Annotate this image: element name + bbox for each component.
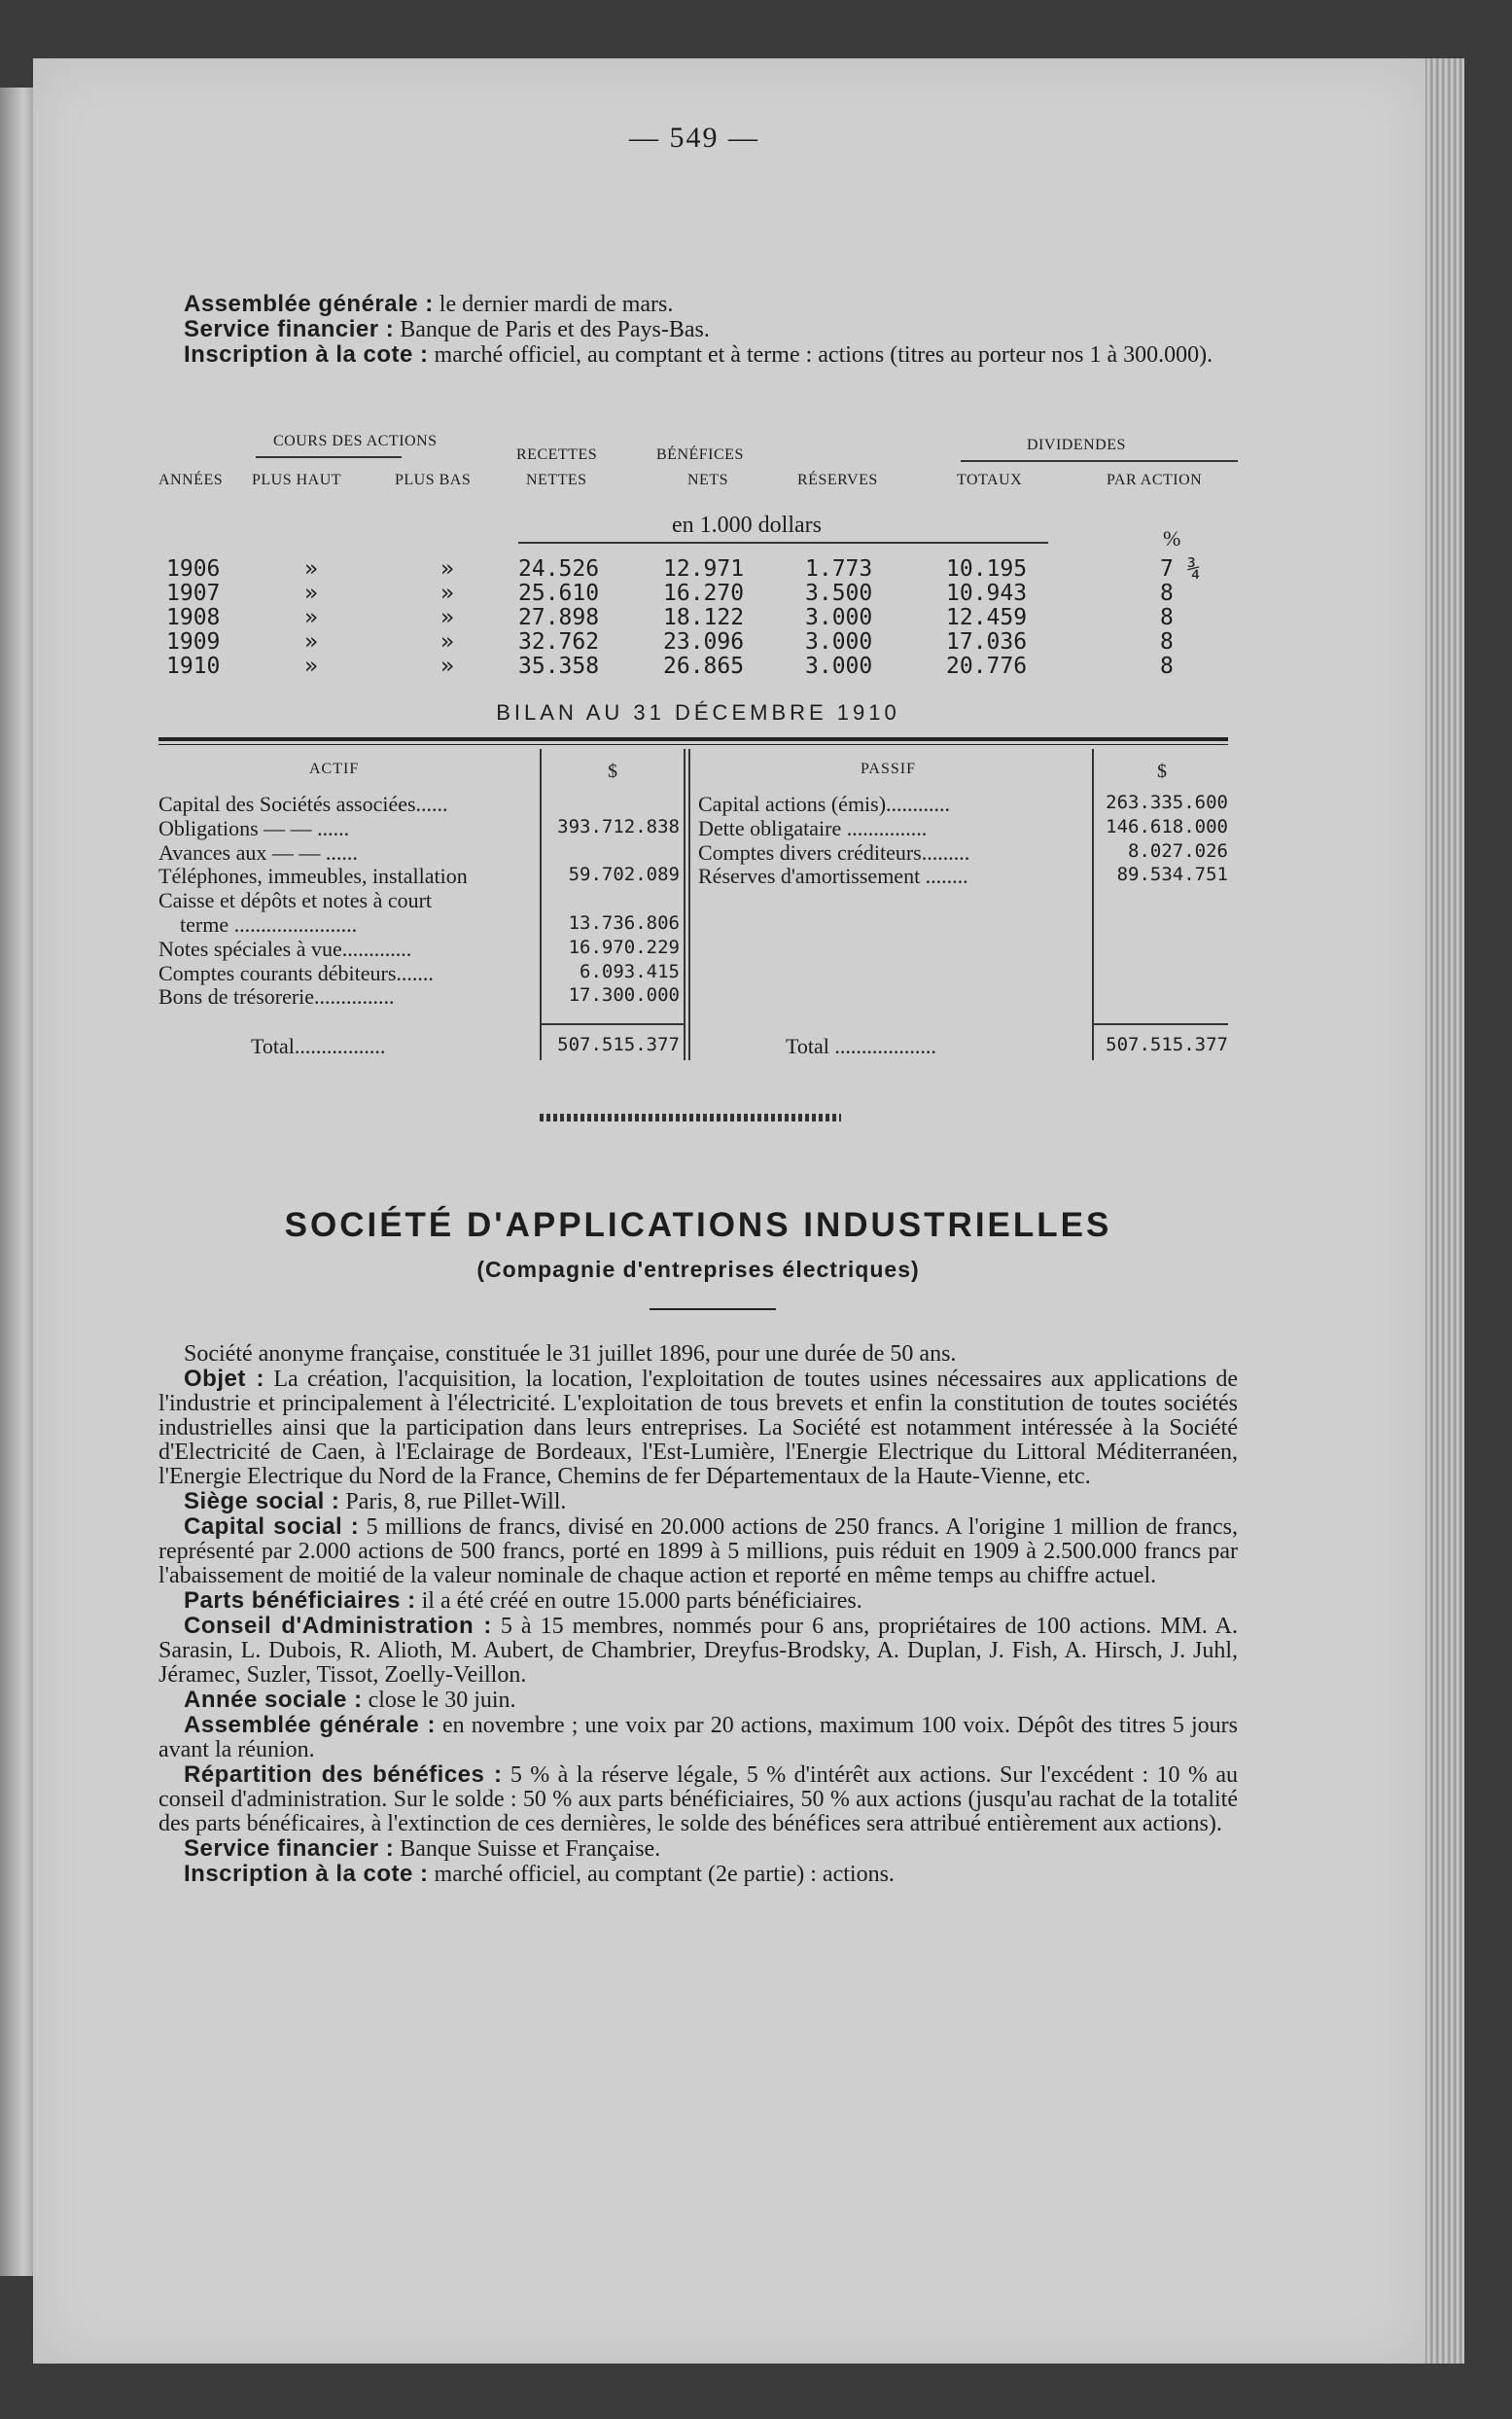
history-row bbox=[158, 654, 1238, 678]
passif-row bbox=[698, 864, 1228, 887]
plus-bas-cell: » bbox=[440, 654, 454, 679]
passif-label: Capital actions (émis)............ bbox=[698, 792, 951, 816]
actif-value: 393.712.838 bbox=[557, 815, 680, 837]
passif-value: 89.534.751 bbox=[1116, 864, 1228, 886]
actif-row bbox=[158, 937, 684, 960]
passif-row bbox=[698, 840, 1228, 864]
siege-paragraph: Siège social : Paris, 8, rue Pillet-Will. bbox=[184, 1488, 567, 1514]
passif-label: Comptes divers créditeurs......... bbox=[698, 839, 970, 865]
plus-haut-header: PLUS HAUT bbox=[252, 472, 342, 488]
total-passif-row: Total ................... 507.515.377 bbox=[786, 1034, 1228, 1058]
actif-row bbox=[158, 984, 684, 1008]
company-description bbox=[158, 1342, 1238, 1887]
inscription-paragraph: Inscription à la cote : marché officiel, au comptant (2e partie) : actions. bbox=[184, 1861, 895, 1887]
column-divider bbox=[688, 749, 690, 1060]
year-cell: 1906 bbox=[166, 556, 221, 582]
par-action-header: PAR ACTION bbox=[1107, 472, 1203, 488]
passif-label: Réserves d'amortissement ........ bbox=[698, 864, 968, 889]
actif-value: 59.702.089 bbox=[568, 864, 680, 886]
passif-currency: $ bbox=[1157, 761, 1168, 782]
passif-row bbox=[698, 792, 1228, 815]
totaux-cell: 20.776 bbox=[946, 654, 1028, 679]
par-action-cell: 8 bbox=[1160, 581, 1174, 606]
passif-value: 146.618.000 bbox=[1106, 815, 1228, 837]
benefices-cell: 16.270 bbox=[663, 581, 745, 606]
brace-line bbox=[518, 542, 1048, 544]
page-number: — 549 — bbox=[629, 122, 759, 154]
actif-label: Avances aux — — ...... bbox=[158, 839, 358, 865]
percent-sign: % bbox=[1163, 526, 1181, 551]
benefices-cell: 18.122 bbox=[663, 605, 745, 630]
actif-row bbox=[158, 888, 684, 911]
actif-row bbox=[158, 816, 684, 839]
passif-row bbox=[698, 816, 1228, 839]
company-subtitle: (Compagnie d'entreprises électriques) bbox=[476, 1257, 920, 1282]
cours-header: COURS DES ACTIONS bbox=[273, 433, 438, 449]
total-rule bbox=[1092, 1023, 1228, 1025]
brace-line bbox=[256, 456, 402, 458]
par-action-cell: 7 ¾ bbox=[1160, 556, 1201, 582]
par-action-cell: 8 bbox=[1160, 654, 1174, 679]
nets-header: NETS bbox=[687, 472, 728, 488]
plus-bas-cell: » bbox=[440, 605, 454, 630]
plus-haut-cell: » bbox=[304, 629, 318, 655]
actif-header: ACTIF bbox=[309, 761, 360, 777]
assemblee-paragraph: Assemblée générale : en novembre ; une voix par 20 actions, maximum 100 voix. Dépôt des titres 5 jours avant la réunion. bbox=[158, 1712, 1238, 1762]
actif-value: 17.300.000 bbox=[568, 984, 680, 1007]
service-paragraph: Service financier : Banque Suisse et Française. bbox=[184, 1835, 661, 1862]
intro-paragraph: Société anonyme française, constituée le 31 juillet 1896, pour une durée de 50 ans. bbox=[184, 1341, 957, 1367]
annees-header: ANNÉES bbox=[158, 472, 224, 488]
plus-haut-cell: » bbox=[304, 581, 318, 606]
adjacent-page-edge bbox=[0, 88, 33, 2276]
bilan-title: BILAN AU 31 DÉCEMBRE 1910 bbox=[496, 700, 900, 725]
recettes-header: RECETTES bbox=[516, 446, 598, 463]
nettes-header: NETTES bbox=[526, 472, 587, 488]
passif-label: Dette obligataire ............... bbox=[698, 815, 928, 840]
recettes-cell: 24.526 bbox=[518, 556, 600, 582]
reserves-cell: 1.773 bbox=[805, 556, 873, 582]
totaux-cell: 17.036 bbox=[946, 629, 1028, 655]
bilan-top-rule-thin bbox=[158, 744, 1228, 745]
total-actif-row: Total................. 507.515.377 bbox=[251, 1034, 680, 1058]
passif-value: 8.027.026 bbox=[1128, 839, 1228, 862]
actif-row bbox=[158, 792, 684, 815]
section-separator bbox=[540, 1114, 841, 1121]
actif-label: Comptes courants débiteurs....... bbox=[158, 960, 434, 985]
company-title: SOCIÉTÉ D'APPLICATIONS INDUSTRIELLES bbox=[284, 1206, 1112, 1244]
history-row bbox=[158, 581, 1238, 605]
actif-label: Caisse et dépôts et notes à court bbox=[158, 888, 433, 913]
total-rule bbox=[540, 1023, 684, 1025]
history-row bbox=[158, 629, 1238, 654]
actif-label: Obligations — — ...... bbox=[158, 815, 350, 840]
assemblee-line: Assemblée générale : le dernier mardi de mars. bbox=[184, 291, 674, 317]
actif-value: 6.093.415 bbox=[580, 960, 680, 982]
reserves-cell: 3.000 bbox=[805, 629, 873, 655]
reserves-header: RÉSERVES bbox=[797, 472, 878, 488]
plus-haut-cell: » bbox=[304, 605, 318, 630]
year-cell: 1907 bbox=[166, 581, 221, 606]
actif-label: Notes spéciales à vue............. bbox=[158, 936, 412, 961]
parts-paragraph: Parts bénéficiaires : il a été créé en outre 15.000 parts bénéficiaires. bbox=[184, 1587, 862, 1614]
reserves-cell: 3.000 bbox=[805, 605, 873, 630]
dividendes-header: DIVIDENDES bbox=[1027, 437, 1126, 453]
benefices-cell: 12.971 bbox=[663, 556, 745, 582]
actif-row bbox=[158, 961, 684, 984]
reserves-cell: 3.000 bbox=[805, 654, 873, 679]
conseil-paragraph: Conseil d'Administration : 5 à 15 membres, nommés pour 6 ans, propriétaires de 100 actions. MM. A. Sarasin, L. Dubois, R. Alioth, M. Aubert, de Chambrier, Dreyfus-Brodsky, A. Duplan, J. Fish, A. Hirsch, J. Juhl, Jéramec, Suzler, Tissot, Zoelly-Veillon. bbox=[158, 1613, 1238, 1688]
actif-row bbox=[158, 912, 684, 936]
plus-bas-cell: » bbox=[440, 581, 454, 606]
totaux-cell: 10.943 bbox=[946, 581, 1028, 606]
plus-haut-cell: » bbox=[304, 556, 318, 582]
benefices-cell: 26.865 bbox=[663, 654, 745, 679]
recettes-cell: 35.358 bbox=[518, 654, 600, 679]
plus-bas-cell: » bbox=[440, 629, 454, 655]
recettes-cell: 27.898 bbox=[518, 605, 600, 630]
year-cell: 1909 bbox=[166, 629, 221, 655]
par-action-cell: 8 bbox=[1160, 629, 1174, 655]
column-divider bbox=[684, 749, 686, 1060]
balance-sheet bbox=[158, 749, 1228, 1060]
actif-value: 16.970.229 bbox=[568, 936, 680, 958]
totaux-header: TOTAUX bbox=[957, 472, 1023, 488]
previous-company-footer bbox=[158, 292, 1238, 368]
reserves-cell: 3.500 bbox=[805, 581, 873, 606]
recettes-cell: 32.762 bbox=[518, 629, 600, 655]
actif-row bbox=[158, 840, 684, 864]
repartition-paragraph: Répartition des bénéfices : 5 % à la réserve légale, 5 % d'intérêt aux actions. Sur l'excédent : 10 % au conseil d'administration. Sur le solde : 50 % aux parts bénéficiaires, 50 % aux actions (jusqu'au rachat de la totalité des parts bénéficaires, à l'extinction de ces dernières, le solde des bénéfices sera attribué entièrement aux actions). bbox=[158, 1761, 1238, 1836]
recettes-cell: 25.610 bbox=[518, 581, 600, 606]
capital-paragraph: Capital social : 5 millions de francs, divisé en 20.000 actions de 250 francs. A l'origine 1 million de francs, représenté par 2.000 actions de 500 francs, porté en 1899 à 5 millions, puis réduit en 1909 à 2.500.000 francs par l'abaissement de moitié de la valeur nominale de chaque action et reporté en même temps au chiffre actuel. bbox=[158, 1513, 1239, 1588]
actif-label: Capital des Sociétés associées...... bbox=[158, 792, 448, 816]
benefices-header: BÉNÉFICES bbox=[656, 446, 744, 463]
totaux-cell: 10.195 bbox=[946, 556, 1028, 582]
actif-label: terme ....................... bbox=[180, 912, 358, 937]
history-row bbox=[158, 605, 1238, 629]
page-stack-edge bbox=[1425, 58, 1464, 2364]
service-line: Service financier : Banque de Paris et des Pays-Bas. bbox=[184, 316, 710, 342]
history-row bbox=[158, 556, 1238, 581]
benefices-cell: 23.096 bbox=[663, 629, 745, 655]
actif-value: 13.736.806 bbox=[568, 912, 680, 934]
unit-label: en 1.000 dollars bbox=[672, 513, 822, 538]
plus-bas-header: PLUS BAS bbox=[395, 472, 472, 488]
par-action-cell: 8 bbox=[1160, 605, 1174, 630]
plus-bas-cell: » bbox=[440, 556, 454, 582]
inscription-line: Inscription à la cote : marché officiel, au comptant et à terme : actions (titres au porteur nos 1 à 300.000). bbox=[184, 341, 1213, 368]
actif-row bbox=[158, 864, 684, 887]
plus-haut-cell: » bbox=[304, 654, 318, 679]
annee-paragraph: Année sociale : close le 30 juin. bbox=[184, 1687, 516, 1713]
actif-label: Téléphones, immeubles, installation bbox=[158, 864, 468, 889]
title-rule bbox=[650, 1308, 776, 1310]
actif-currency: $ bbox=[608, 761, 618, 782]
year-cell: 1910 bbox=[166, 654, 221, 679]
passif-value: 263.335.600 bbox=[1106, 792, 1228, 813]
year-cell: 1908 bbox=[166, 605, 221, 630]
actif-label: Bons de trésorerie............... bbox=[158, 984, 395, 1010]
totaux-cell: 12.459 bbox=[946, 605, 1028, 630]
brace-line bbox=[961, 460, 1238, 462]
passif-header: PASSIF bbox=[861, 761, 917, 777]
objet-paragraph: Objet : La création, l'acquisition, la location, l'exploitation de toutes usines nécessaires aux applications de l'industrie et principalement à l'électricité. L'exploitation de tous brevets et enfin la constitution de toutes sociétés industrielles ainsi que la participation dans leurs entreprises. La Société est notamment intéressée à la Société d'Electricité de Caen, à l'Eclairage de Bordeaux, l'Est-Lumière, l'Energie Electrique du Littoral Méditerranéen, l'Energie Electrique du Nord de la France, Chemins de fer Départementaux de la Haute-Vienne, etc. bbox=[158, 1366, 1238, 1489]
bilan-top-rule bbox=[158, 737, 1228, 741]
